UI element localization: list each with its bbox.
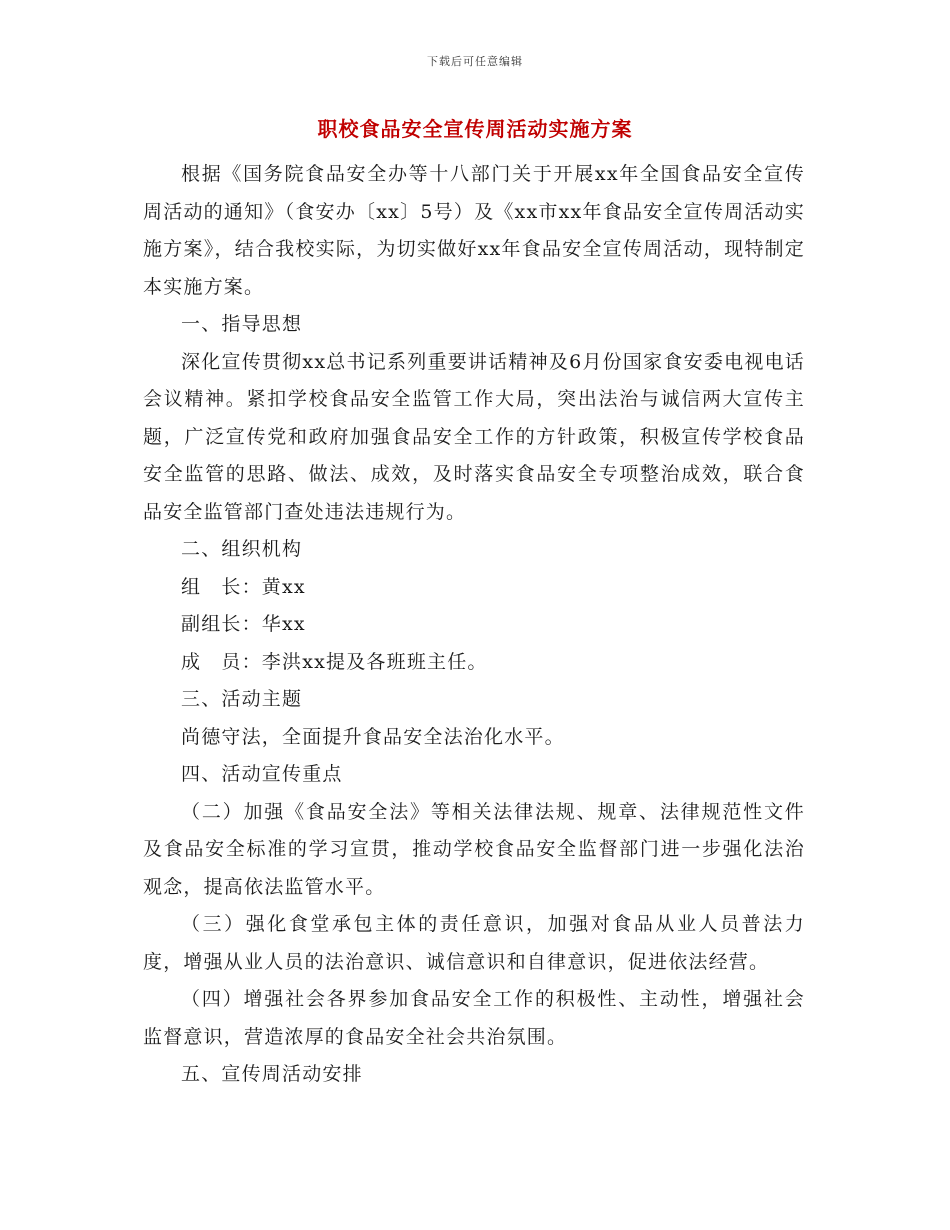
intro-paragraph: 根据《国务院食品安全办等十八部门关于开展xx年全国食品安全宣传周活动的通知》（食安办〔xx〕5号）及《xx市xx年食品安全宣传周活动实施方案》，结合我校实际，为切实做好xx年食品安全宣传周活动，现特制定本实施方案。 — [143, 163, 805, 298]
header-note: 下载后可任意编辑 — [427, 55, 523, 68]
org-leader-line: 组 长：黄xx — [181, 575, 306, 598]
guiding-ideology-paragraph: 深化宣传贯彻xx总书记系列重要讲话精神及6月份国家食安委电视电话会议精神。紧扣学校食品安全监管工作大局，突出法治与诚信两大宣传主题，广泛宣传党和政府加强食品安全工作的方针政策，积极宣传学校食品安全监管的思路、做法、成效，及时落实食品安全专项整治成效，联合食品安全监管部门查处违法违规行为。 — [143, 350, 805, 523]
section-heading-schedule: 五、宣传周活动安排 — [181, 1063, 363, 1085]
section-heading-organization: 二、组织机构 — [181, 538, 303, 560]
focus-point-4: （四）增强社会各界参加食品安全工作的积极性、主动性，增强社会监督意识，营造浓厚的食品安全社会共治氛围。 — [143, 988, 805, 1048]
focus-point-2: （二）加强《食品安全法》等相关法律法规、规章、法律规范性文件及食品安全标准的学习宣贯，推动学校食品安全监督部门进一步强化法治观念，提高依法监管水平。 — [143, 800, 805, 898]
section-heading-theme: 三、活动主题 — [181, 688, 303, 710]
document-title: 职校食品安全宣传周活动实施方案 — [317, 117, 633, 141]
org-members-line: 成 员：李洪xx提及各班班主任。 — [181, 650, 488, 673]
org-deputy-line: 副组长：华xx — [181, 613, 306, 635]
document-body — [143, 156, 805, 1094]
focus-point-3: （三）强化食堂承包主体的责任意识，加强对食品从业人员普法力度，增强从业人员的法治意识、诚信意识和自律意识，促进依法经营。 — [143, 913, 805, 973]
theme-paragraph: 尚德守法，全面提升食品安全法治化水平。 — [181, 725, 565, 748]
section-heading-focus: 四、活动宣传重点 — [181, 763, 343, 785]
section-heading-guiding-ideology: 一、指导思想 — [181, 313, 303, 335]
